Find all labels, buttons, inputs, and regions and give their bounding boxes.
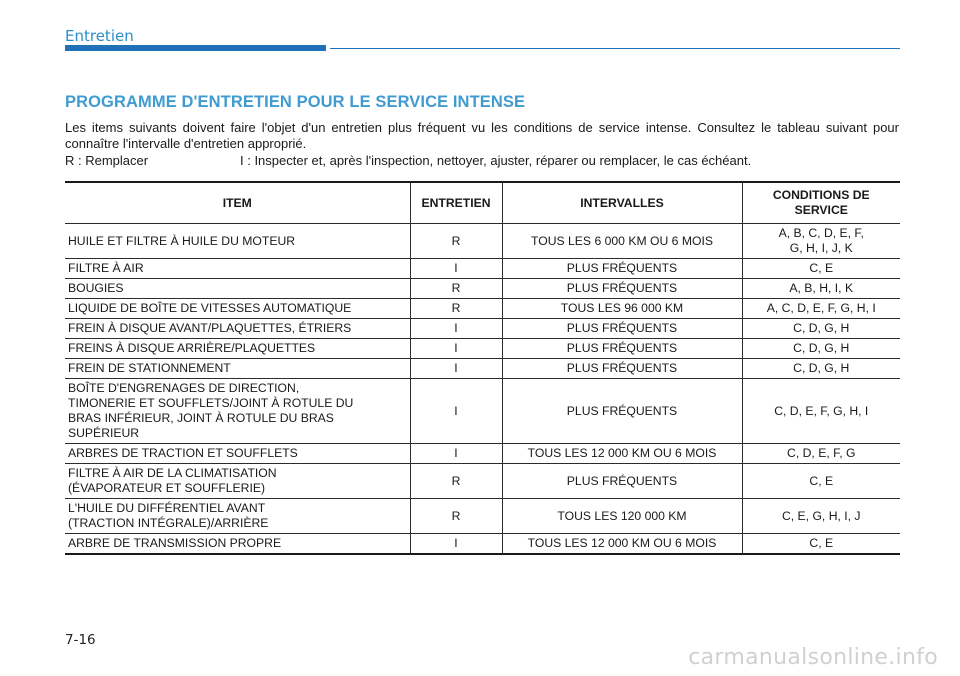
header-intervalles — [502, 182, 742, 224]
page-number: 7-16 — [65, 632, 96, 648]
conditions-cell — [742, 259, 900, 279]
cell-line: (ÉVAPORATEUR ET SOUFFLERIE) — [68, 481, 266, 495]
cell-line: A, B, H, I, K — [789, 281, 854, 295]
section-title: Entretien — [65, 27, 134, 45]
conditions-cell — [742, 359, 900, 379]
table-row — [65, 499, 900, 534]
cell-line: BRAS INFÉRIEUR, JOINT À ROTULE DU BRAS — [68, 411, 334, 425]
conditions-cell — [742, 299, 900, 319]
conditions-cell — [742, 499, 900, 534]
cell-line: C, D, G, H — [793, 321, 850, 335]
header-line: ENTRETIEN — [421, 195, 491, 210]
cell-line: LIQUIDE DE BOÎTE DE VITESSES AUTOMATIQUE — [68, 301, 352, 315]
cell-line: TIMONERIE ET SOUFFLETS/JOINT À ROTULE DU — [68, 396, 354, 410]
entretien-cell: I — [410, 534, 502, 555]
cell-line: C, D, G, H — [793, 361, 850, 375]
table-row — [65, 359, 900, 379]
entretien-cell: I — [410, 259, 502, 279]
conditions-cell — [742, 224, 900, 259]
cell-line: C, E — [809, 261, 834, 275]
conditions-cell — [742, 319, 900, 339]
entretien-cell: I — [410, 319, 502, 339]
conditions-cell — [742, 464, 900, 499]
table-header-row — [65, 182, 900, 224]
item-cell — [65, 464, 410, 499]
table-row — [65, 224, 900, 259]
interval-cell: TOUS LES 96 000 KM — [502, 299, 742, 319]
table-row — [65, 379, 900, 444]
cell-line: A, C, D, E, F, G, H, I — [766, 301, 876, 315]
cell-line: FILTRE À AIR — [68, 261, 144, 275]
cell-line: BOUGIES — [68, 281, 124, 295]
table-row — [65, 444, 900, 464]
cell-line: C, E — [809, 473, 834, 488]
conditions-cell — [742, 279, 900, 299]
item-cell — [65, 499, 410, 534]
legend-inspect: I : Inspecter et, après l'inspection, nettoyer, ajuster, réparer ou remplacer, le cas échéant. — [240, 153, 752, 168]
entretien-cell: I — [410, 379, 502, 444]
entretien-cell: I — [410, 444, 502, 464]
interval-cell: PLUS FRÉQUENTS — [502, 339, 742, 359]
table-row — [65, 279, 900, 299]
table-row — [65, 464, 900, 499]
item-cell — [65, 444, 410, 464]
item-cell — [65, 259, 410, 279]
item-cell — [65, 534, 410, 555]
cell-line: C, D, E, F, G — [787, 446, 856, 460]
interval-cell: PLUS FRÉQUENTS — [502, 279, 742, 299]
cell-line: C, D, G, H — [793, 341, 850, 355]
item-cell — [65, 319, 410, 339]
intro-paragraph: Les items suivants doivent faire l'objet d'un entretien plus fréquent vu les conditions de service intense. Consultez le tableau suivant pour connaître l'intervalle d'entretien approprié. — [65, 120, 899, 151]
conditions-cell — [742, 534, 900, 555]
cell-line: G, H, I, J, K — [789, 241, 853, 255]
cell-line: ARBRES DE TRACTION ET SOUFFLETS — [68, 446, 298, 460]
cell-line: (TRACTION INTÉGRALE)/ARRIÈRE — [68, 516, 269, 530]
header-conditions — [742, 182, 900, 224]
cell-line: A, B, C, D, E, F, — [778, 226, 864, 240]
interval-cell: TOUS LES 120 000 KM — [502, 499, 742, 534]
cell-line: C, D, E, F, G, H, I — [774, 403, 869, 418]
entretien-cell: R — [410, 464, 502, 499]
interval-cell: TOUS LES 12 000 KM OU 6 MOIS — [502, 444, 742, 464]
cell-line: ARBRE DE TRANSMISSION PROPRE — [68, 536, 282, 550]
interval-cell: PLUS FRÉQUENTS — [502, 379, 742, 444]
interval-cell: PLUS FRÉQUENTS — [502, 464, 742, 499]
item-cell — [65, 339, 410, 359]
interval-cell: TOUS LES 12 000 KM OU 6 MOIS — [502, 534, 742, 555]
cell-line: FILTRE À AIR DE LA CLIMATISATION — [68, 466, 277, 480]
watermark: carmanualsonline.info — [688, 645, 938, 670]
table-body — [65, 224, 900, 555]
legend-replace: R : Remplacer — [65, 153, 149, 168]
cell-line: C, E, G, H, I, J — [781, 508, 861, 523]
entretien-cell: I — [410, 359, 502, 379]
cell-line: FREINS À DISQUE ARRIÈRE/PLAQUETTES — [68, 341, 316, 355]
table-row — [65, 319, 900, 339]
cell-line: FREIN DE STATIONNEMENT — [68, 361, 231, 375]
header-line: CONDITIONS DE — [772, 188, 870, 202]
item-cell — [65, 379, 410, 444]
header-line: SERVICE — [794, 203, 848, 217]
interval-cell: TOUS LES 6 000 KM OU 6 MOIS — [502, 224, 742, 259]
entretien-cell: I — [410, 339, 502, 359]
entretien-cell: R — [410, 279, 502, 299]
cell-line: SUPÉRIEUR — [68, 426, 140, 440]
table-row — [65, 299, 900, 319]
cell-line: L'HUILE DU DIFFÉRENTIEL AVANT — [68, 501, 266, 515]
interval-cell: PLUS FRÉQUENTS — [502, 319, 742, 339]
conditions-cell — [742, 444, 900, 464]
item-cell — [65, 359, 410, 379]
header-item — [65, 182, 410, 224]
item-cell — [65, 224, 410, 259]
entretien-cell: R — [410, 224, 502, 259]
cell-line: BOÎTE D'ENGRENAGES DE DIRECTION, — [68, 381, 300, 395]
interval-cell: PLUS FRÉQUENTS — [502, 359, 742, 379]
cell-line: FREIN À DISQUE AVANT/PLAQUETTES, ÉTRIERS — [68, 321, 352, 335]
table-row — [65, 534, 900, 555]
section-bar-rule — [330, 48, 900, 49]
legend — [65, 153, 899, 169]
cell-line: C, E — [809, 536, 834, 550]
header-line: INTERVALLES — [580, 195, 664, 210]
item-cell — [65, 299, 410, 319]
entretien-cell: R — [410, 299, 502, 319]
maintenance-table — [65, 181, 900, 555]
table-row — [65, 339, 900, 359]
page-heading: PROGRAMME D'ENTRETIEN POUR LE SERVICE INTENSE — [65, 93, 526, 111]
cell-line: HUILE ET FILTRE À HUILE DU MOTEUR — [68, 233, 296, 248]
section-bar-accent — [65, 45, 326, 51]
entretien-cell: R — [410, 499, 502, 534]
header-entretien — [410, 182, 502, 224]
table-row — [65, 259, 900, 279]
item-cell — [65, 279, 410, 299]
conditions-cell — [742, 339, 900, 359]
conditions-cell — [742, 379, 900, 444]
header-line: ITEM — [222, 195, 252, 210]
interval-cell: PLUS FRÉQUENTS — [502, 259, 742, 279]
